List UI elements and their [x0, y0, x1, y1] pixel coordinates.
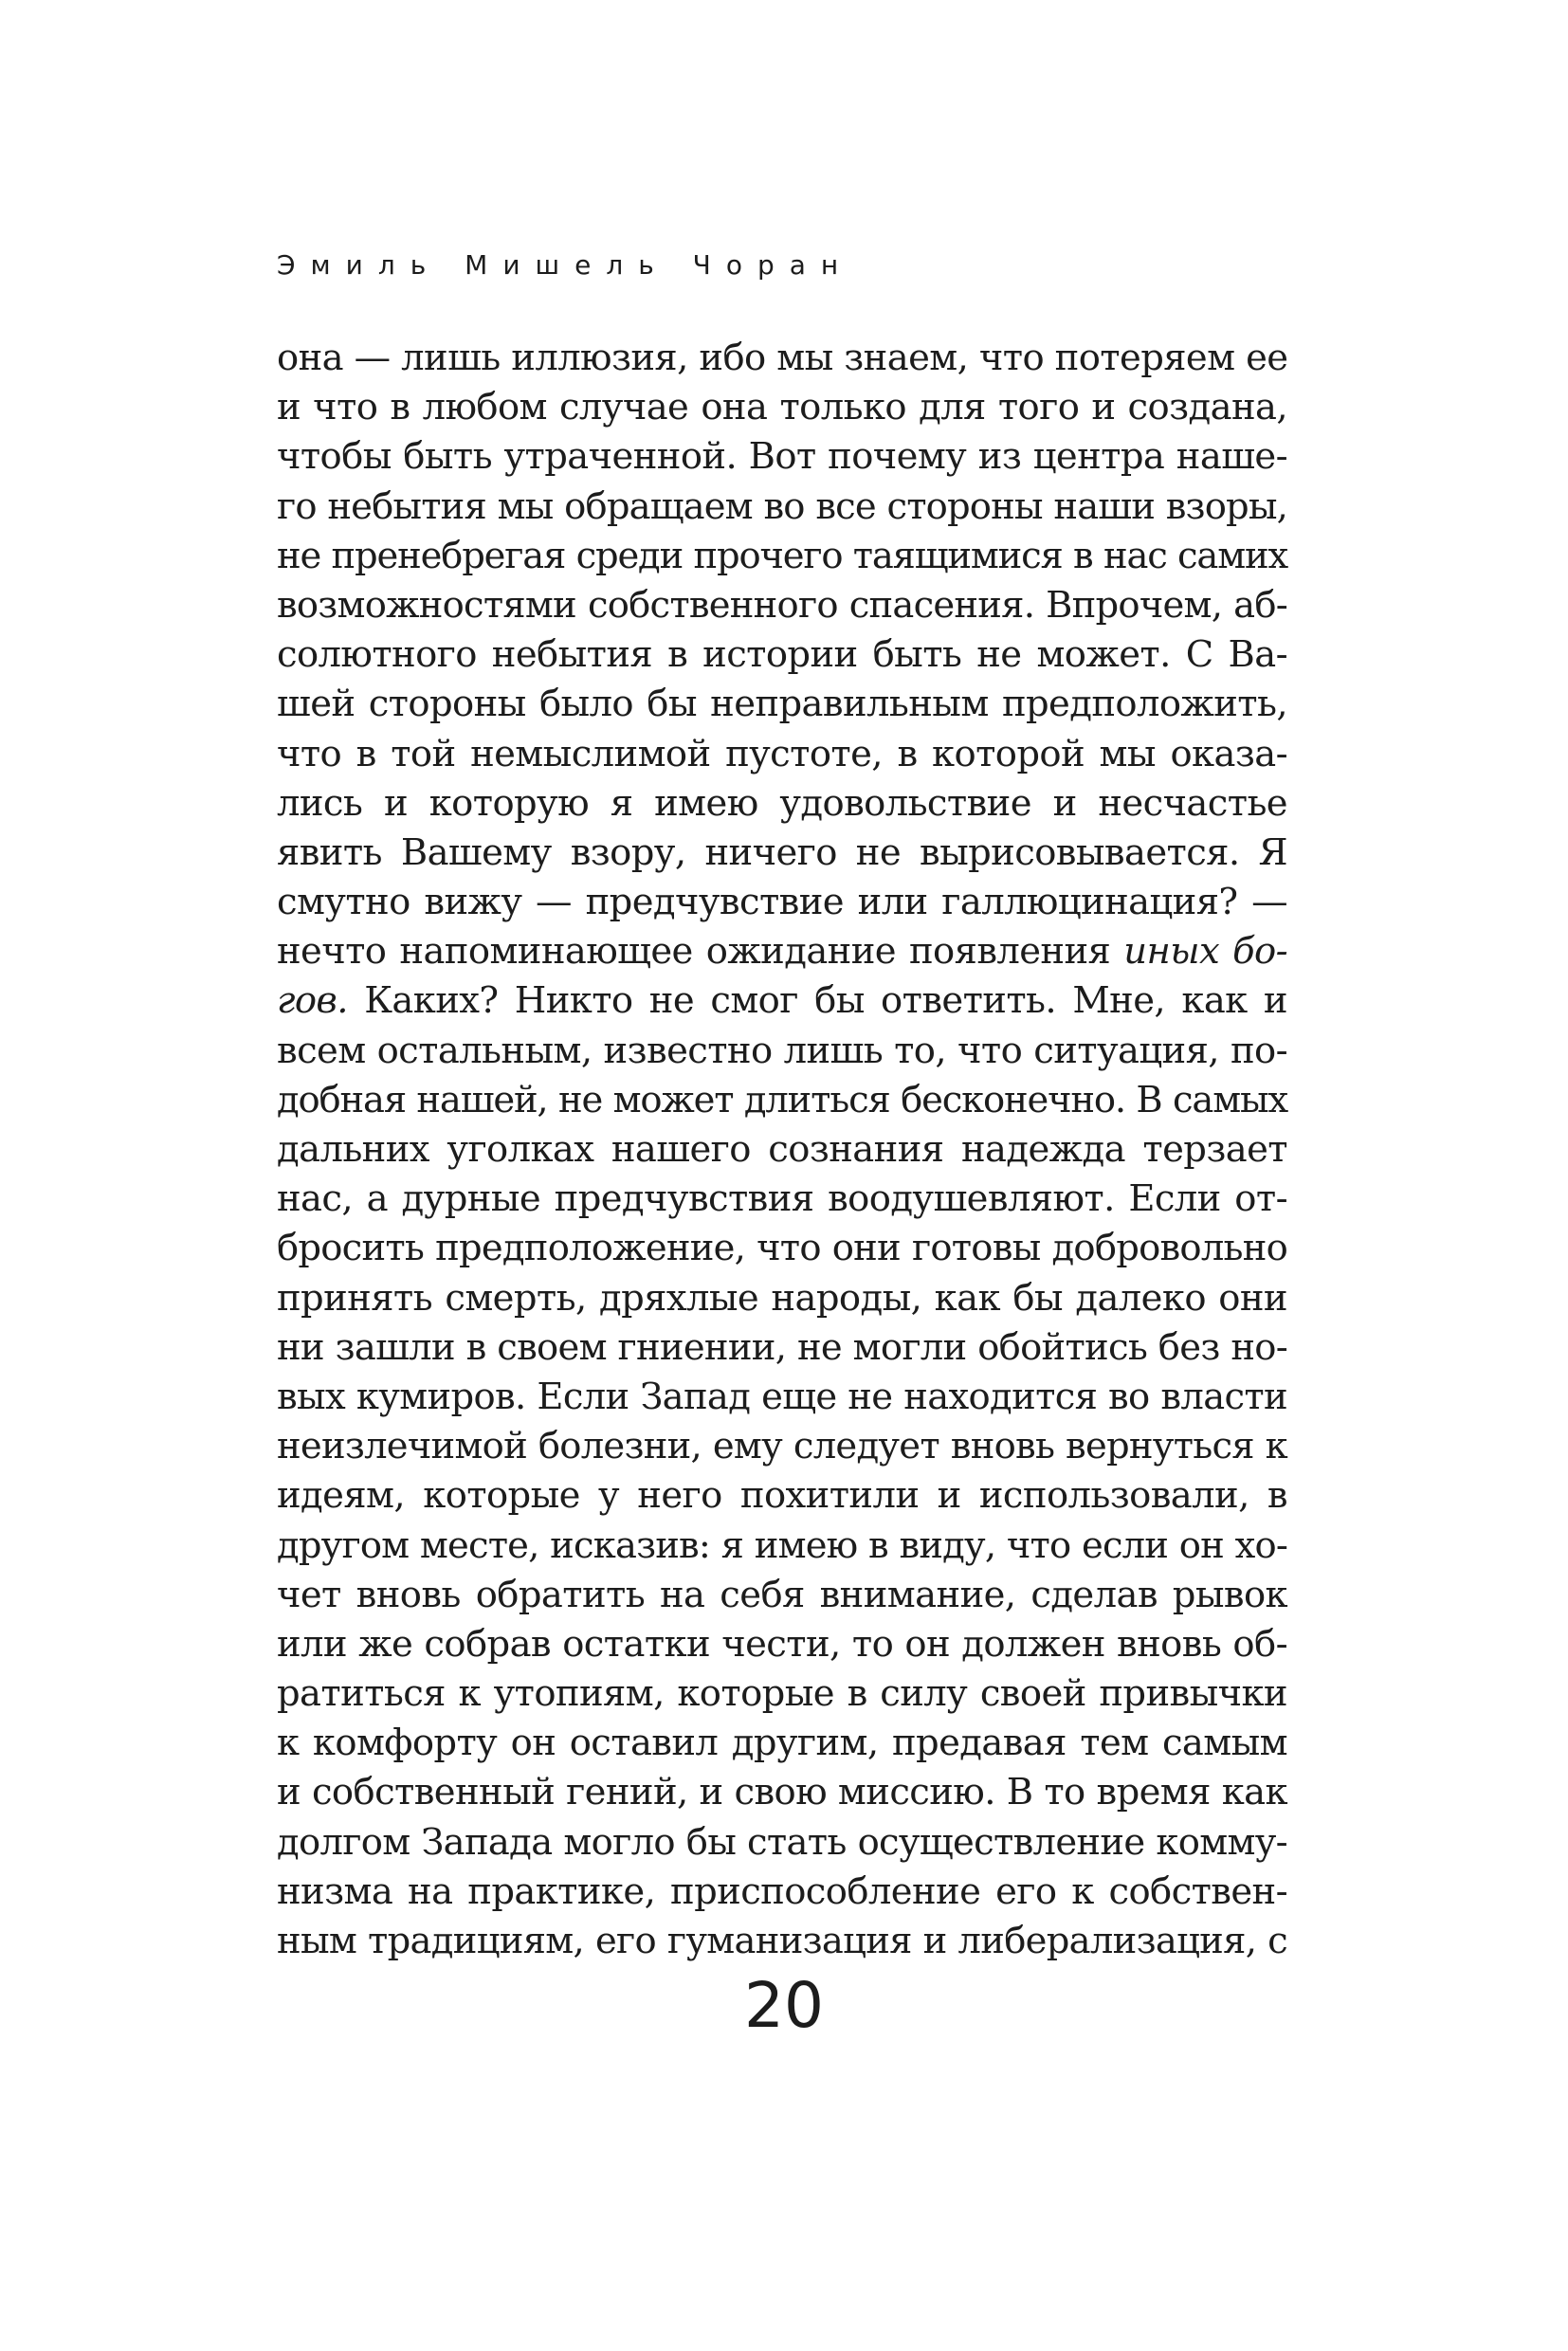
- text-run: Каких? Никто не смог бы ответить. Мне, как и: [347, 979, 1287, 1023]
- text-line: явить Вашему взору, ничего не вырисовывается. Я: [277, 830, 1287, 874]
- text-line: ни зашли в своем гниении, не могли обойтись без но-: [277, 1325, 1287, 1369]
- text-line: дальних уголках нашего сознания надежда терзает: [277, 1128, 1287, 1171]
- italic-emphasis: иных бо-: [1123, 930, 1287, 974]
- text-line: [277, 976, 1287, 1026]
- text-line: смутно вижу — предчувствие или галлюцинация? —: [277, 881, 1287, 924]
- text-line: шей стороны было бы неправильным предположить,: [277, 683, 1287, 726]
- text-line: другом месте, исказив: я имею в виду, что если он хо-: [277, 1523, 1287, 1567]
- text-line: добная нашей, не может длиться бесконечно. В самых: [277, 1078, 1287, 1121]
- text-line: низма на практике, приспособление его к собствен-: [277, 1869, 1287, 1913]
- text-line: идеям, которые у него похитили и использовали, в: [277, 1474, 1287, 1518]
- text-line: не пренебрегая среди прочего таящимися в нас самих: [277, 534, 1287, 577]
- text-line: ным традициям, его гуманизация и либерализация, с: [277, 1920, 1287, 1962]
- text-line: чтобы быть утраченной. Вот почему из центра наше-: [277, 435, 1287, 479]
- text-line: солютного небытия в истории быть не может. С Ва-: [277, 633, 1287, 677]
- text-line: неизлечимой болезни, ему следует вновь вернуться к: [277, 1425, 1287, 1468]
- text-line: лись и которую я имею удовольствие и несчастье: [277, 781, 1287, 825]
- text-line: возможностями собственного спасения. Впрочем, аб-: [277, 583, 1287, 627]
- text-line: го небытия мы обращаем во все стороны наши взоры,: [277, 484, 1287, 528]
- text-line: к комфорту он оставил другим, предавая тем самым: [277, 1722, 1287, 1765]
- text-line: вых кумиров. Если Запад еще не находится во власти: [277, 1375, 1287, 1418]
- italic-emphasis: гов.: [277, 979, 348, 1023]
- text-line: [277, 927, 1287, 976]
- text-line: принять смерть, дряхлые народы, как бы далеко они: [277, 1276, 1287, 1320]
- text-run: нечто напоминающее ожидание появления: [277, 930, 1124, 974]
- text-line: бросить предположение, что они готовы добровольно: [277, 1227, 1287, 1270]
- text-line: и собственный гений, и свою миссию. В то время как: [277, 1771, 1287, 1814]
- running-head-author: Эмиль Мишель Чоран: [277, 249, 854, 281]
- text-line: что в той немыслимой пустоте, в которой мы оказа-: [277, 732, 1287, 775]
- text-line: долгом Запада могло бы стать осуществление комму-: [277, 1820, 1287, 1864]
- body-text: [277, 334, 1287, 1966]
- text-line: нас, а дурные предчувствия воодушевляют. Если от-: [277, 1177, 1287, 1221]
- page-number: 20: [744, 1969, 824, 2042]
- text-line: ратиться к утопиям, которые в силу своей привычки: [277, 1672, 1287, 1716]
- text-line: всем остальным, известно лишь то, что ситуация, по-: [277, 1029, 1287, 1072]
- text-line: чет вновь обратить на себя внимание, сделав рывок: [277, 1573, 1287, 1616]
- text-line: она — лишь иллюзия, ибо мы знаем, что потеряем ее: [277, 337, 1288, 379]
- text-line: или же собрав остатки чести, то он должен вновь об-: [277, 1622, 1287, 1666]
- text-line: и что в любом случае она только для того и создана,: [277, 386, 1287, 429]
